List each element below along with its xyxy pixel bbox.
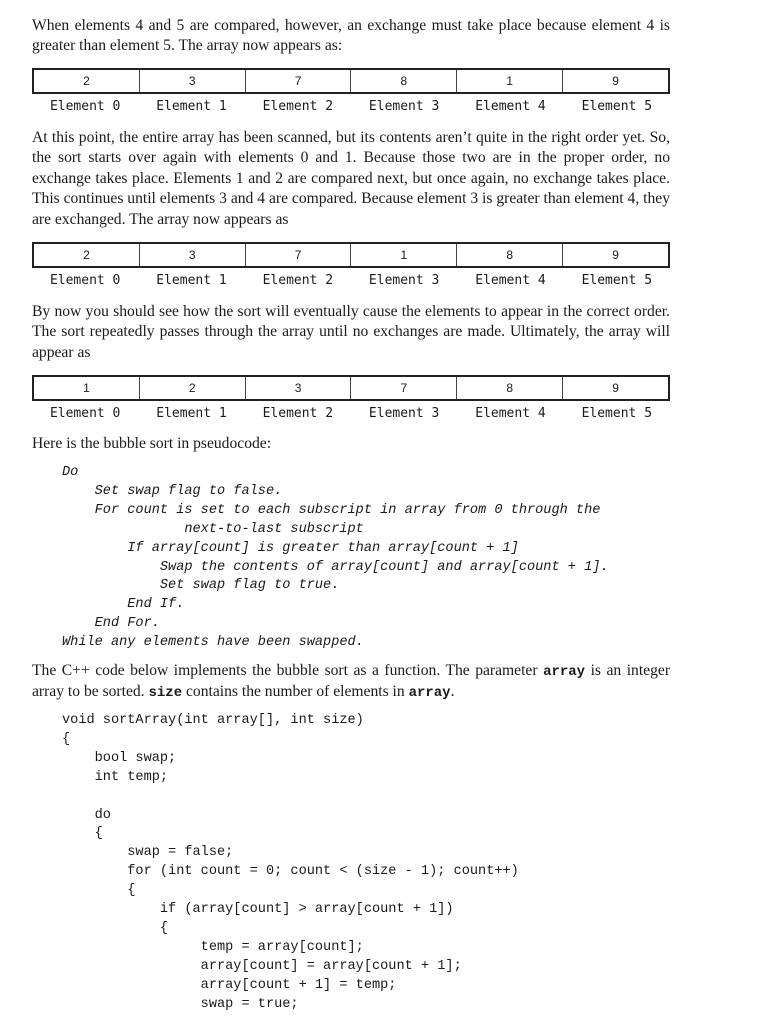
element-label: Element 0 <box>49 99 121 114</box>
element-label: Element 2 <box>262 99 334 114</box>
paragraph-exchange-intro: When elements 4 and 5 are compared, however, an exchange must take place because element 4 is greater than element 5. The array now appears as: <box>32 17 670 55</box>
array-cell: 9 <box>612 248 619 262</box>
array-cell: 7 <box>246 244 352 266</box>
array-cells <box>32 375 670 401</box>
array-cell: 2 <box>140 377 246 399</box>
paragraph-pseudocode-intro: Here is the bubble sort in pseudocode: <box>32 435 272 452</box>
cpp-code-block: void sortArray(int array[], int size) { bool swap; int temp; do { swap = false; for (int count = 0; count < (size - 1); count++) { if (array[count] > array[count + 1]) { temp = array[count]; array[count] = array[count + 1]; array[count + 1] = temp; swap = true; <box>62 713 519 1012</box>
element-label: Element 1 <box>156 99 227 114</box>
element-label: Element 0 <box>49 406 121 421</box>
code-term: array <box>543 664 586 680</box>
element-label: Element 0 <box>49 273 121 288</box>
element-label: Element 3 <box>368 406 440 421</box>
element-label: Element 4 <box>475 406 546 421</box>
element-label: Element 1 <box>156 273 227 288</box>
paragraph-eventual-order: By now you should see how the sort will eventually cause the elements to appear in the correct order. The sort repeatedly passes through the array until no exchanges are made. Ultimately, the array will appear as <box>32 303 670 361</box>
array-cell: 3 <box>246 377 352 399</box>
element-label: Element 1 <box>156 406 227 421</box>
text: is an integer array to be sorted. <box>32 662 671 701</box>
array-cell: 1 <box>457 70 563 92</box>
code-term: size <box>148 685 183 702</box>
element-label: Element 5 <box>581 406 653 421</box>
text: . <box>450 683 455 701</box>
array-cells <box>32 68 670 94</box>
element-label: Element 4 <box>475 273 546 288</box>
array-cell: 7 <box>351 377 457 399</box>
element-labels <box>32 406 670 421</box>
array-cell: 9 <box>612 381 619 395</box>
array-cell: 3 <box>140 70 246 92</box>
array-cell: 2 <box>34 244 140 266</box>
array-cells <box>32 242 670 268</box>
text: contains the number of elements in <box>182 683 409 701</box>
array-cell: 2 <box>34 70 140 92</box>
element-label: Element 3 <box>368 99 440 114</box>
element-label: Element 2 <box>262 273 334 288</box>
array-cell: 8 <box>457 377 563 399</box>
paragraph-cpp-intro <box>32 661 670 704</box>
array-cell: 1 <box>34 377 140 399</box>
array-cell: 3 <box>140 244 246 266</box>
array-cell: 8 <box>457 244 563 266</box>
array-cell: 9 <box>612 74 619 88</box>
element-label: Element 4 <box>475 99 546 114</box>
element-label: Element 5 <box>581 99 653 114</box>
paragraph-second-pass: At this point, the entire array has been scanned, but its contents aren’t quite in the right order yet. So, the sort starts over again with elements 0 and 1. Because those two are in the proper order, no exchange takes place. Elements 1 and 2 are compared next, but once again, no exchange takes place. This continues until elements 3 and 4 are compared. Because element 3 is greater than element 4, they are exchanged. The array now appears as <box>32 129 670 228</box>
array-cell: 7 <box>246 70 352 92</box>
array-diagram-3 <box>32 375 670 421</box>
array-diagram-1 <box>32 68 670 114</box>
array-cell: 8 <box>351 70 457 92</box>
text: The C++ code below implements the bubble sort as a function. The parameter <box>32 662 544 679</box>
array-cell: 1 <box>351 244 457 266</box>
element-label: Element 5 <box>581 273 653 288</box>
element-label: Element 3 <box>368 273 440 288</box>
pseudocode-block: Do Set swap flag to false. For count is set to each subscript in array from 0 through the next-to-last subscript If array[count] is greater than array[count + 1] Swap the contents of array[count] and array[count + 1]. Set swap flag to true. End If. End For. While any elements have been swapped. <box>62 465 609 651</box>
array-diagram-2 <box>32 242 670 288</box>
element-labels <box>32 273 670 288</box>
code-term: array <box>408 685 451 702</box>
element-label: Element 2 <box>262 406 334 421</box>
element-labels <box>32 99 670 114</box>
